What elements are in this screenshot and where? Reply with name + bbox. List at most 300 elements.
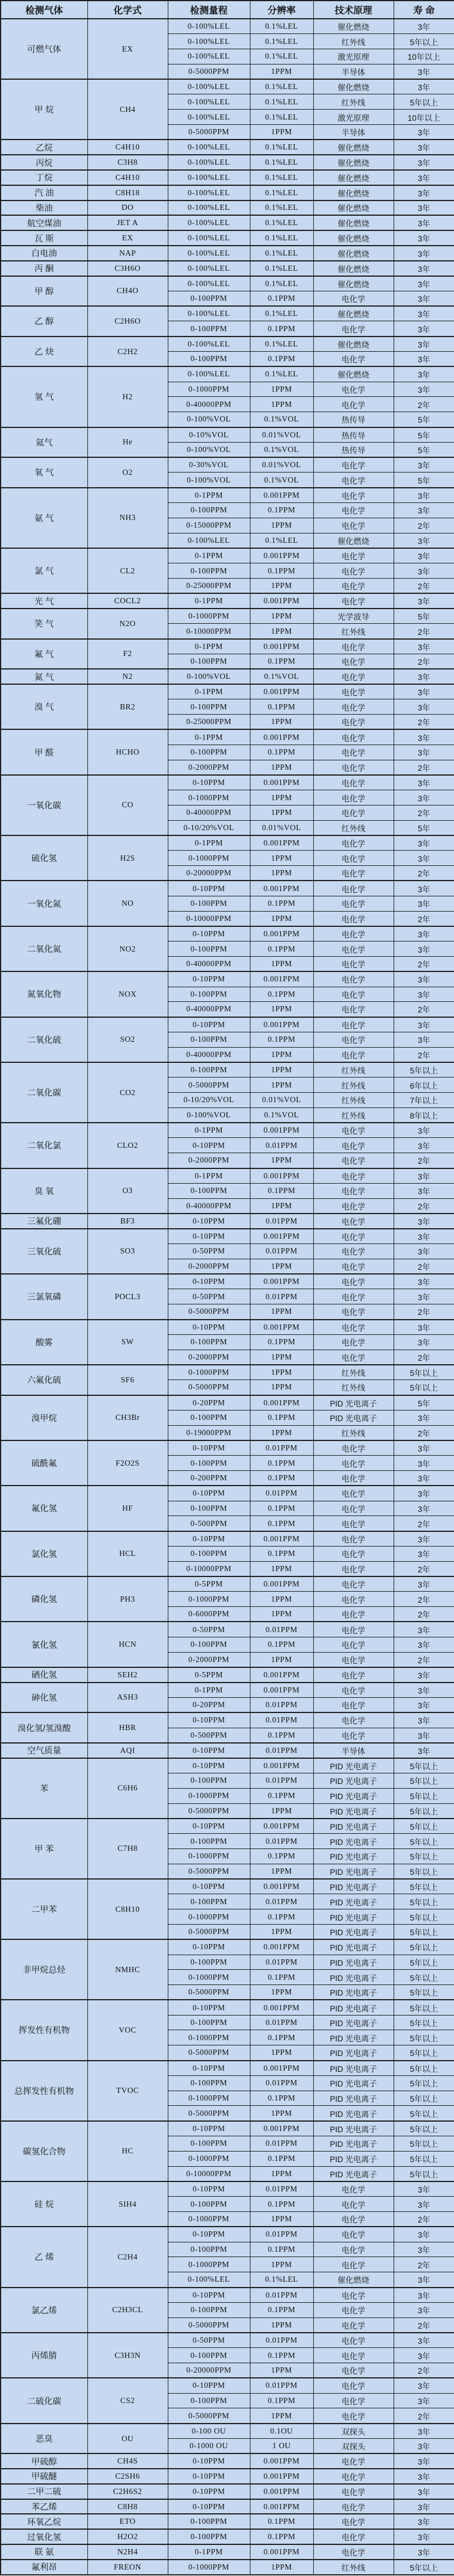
gas-name-cell: 硫化氢 bbox=[1, 835, 87, 881]
range-cell: 0-1000PPM bbox=[168, 790, 250, 806]
gas-name-cell: 三氧化硫 bbox=[1, 1229, 87, 1274]
gas-name-cell: 甲 烷 bbox=[1, 79, 87, 140]
table-row bbox=[1, 1168, 454, 1184]
principle-cell: 电化学 bbox=[313, 1546, 394, 1561]
resolution-cell: 0.1PPM bbox=[250, 291, 313, 306]
resolution-cell: 1PPM bbox=[250, 2363, 313, 2378]
range-cell: 0-100%LEL bbox=[168, 230, 250, 246]
principle-cell: 电化学 bbox=[313, 578, 394, 593]
table-row bbox=[1, 926, 454, 942]
range-cell: 0-10PPM bbox=[168, 2484, 250, 2499]
range-cell: 0-10PPM bbox=[168, 2453, 250, 2469]
resolution-cell: 0.1PPM bbox=[250, 1516, 313, 1531]
range-cell: 0-5000PPM bbox=[168, 125, 250, 140]
table-row bbox=[1, 1879, 454, 1894]
resolution-cell: 1PPM bbox=[250, 609, 313, 624]
principle-cell: 激光原理 bbox=[313, 110, 394, 125]
lifespan-cell: 3年 bbox=[394, 503, 454, 518]
resolution-cell: 0.01PPM bbox=[250, 1486, 313, 1501]
principle-cell: PID 光电离子 bbox=[313, 1864, 394, 1879]
formula-cell: PH3 bbox=[87, 1576, 168, 1622]
lifespan-cell: 3年 bbox=[394, 1274, 454, 1289]
gas-name-cell: 酸雾 bbox=[1, 1320, 87, 1365]
gas-name-cell: 可燃气体 bbox=[1, 19, 87, 79]
resolution-cell: 0.1PPM bbox=[250, 2151, 313, 2166]
range-cell: 0-100PPM bbox=[168, 1032, 250, 1047]
formula-cell: TVOC bbox=[87, 2061, 168, 2121]
formula-cell: N2O bbox=[87, 609, 168, 639]
principle-cell: PID 光电离子 bbox=[313, 2136, 394, 2152]
formula-cell: NAP bbox=[87, 246, 168, 261]
gas-name-cell: 二氧化硫 bbox=[1, 1017, 87, 1062]
principle-cell: 电化学 bbox=[313, 1153, 394, 1168]
range-cell: 0-1000PPM bbox=[168, 2091, 250, 2106]
table-row bbox=[1, 140, 454, 155]
table-row bbox=[1, 1576, 454, 1592]
table-row bbox=[1, 2544, 454, 2560]
gas-name-cell: 乙 炔 bbox=[1, 337, 87, 367]
gas-name-cell: 氯 气 bbox=[1, 548, 87, 593]
principle-cell: 电化学 bbox=[313, 2317, 394, 2333]
formula-cell: H2O2 bbox=[87, 2529, 168, 2544]
lifespan-cell: 3年 bbox=[394, 1576, 454, 1592]
lifespan-cell: 5年以上 bbox=[394, 2106, 454, 2121]
principle-cell: 催化燃烧 bbox=[313, 533, 394, 548]
resolution-cell: 1 OU bbox=[250, 2439, 313, 2454]
lifespan-cell: 5年以上 bbox=[394, 1955, 454, 1970]
range-cell: 0-1PPM bbox=[168, 1683, 250, 1698]
resolution-cell: 0.1PPM bbox=[250, 563, 313, 579]
resolution-cell: 1PPM bbox=[250, 1062, 313, 1078]
formula-cell: ASH3 bbox=[87, 1683, 168, 1713]
range-cell: 0-100PPM bbox=[168, 563, 250, 579]
range-cell: 0-1000PPM bbox=[168, 2257, 250, 2272]
lifespan-cell: 3年 bbox=[394, 276, 454, 291]
principle-cell: 催化燃烧 bbox=[313, 246, 394, 261]
gas-name-cell: 丁烷 bbox=[1, 170, 87, 185]
resolution-cell: 0.01PPM bbox=[250, 1712, 313, 1728]
table-row bbox=[1, 835, 454, 851]
table-row bbox=[1, 200, 454, 216]
lifespan-cell: 3年 bbox=[394, 699, 454, 715]
table-row bbox=[1, 1486, 454, 1501]
resolution-cell: 1PPM bbox=[250, 1652, 313, 1667]
lifespan-cell: 5年以上 bbox=[394, 94, 454, 110]
resolution-cell: 0.001PPM bbox=[250, 1168, 313, 1184]
resolution-cell: 1PPM bbox=[250, 1607, 313, 1622]
resolution-cell: 0.01PPM bbox=[250, 1440, 313, 1456]
range-cell: 0-10PPM bbox=[168, 926, 250, 942]
resolution-cell: 0.001PPM bbox=[250, 1667, 313, 1683]
range-cell: 0-100%LEL bbox=[168, 34, 250, 49]
resolution-cell: 1PPM bbox=[250, 2560, 313, 2575]
lifespan-cell: 3年 bbox=[394, 2333, 454, 2348]
resolution-cell: 0.001PPM bbox=[250, 2121, 313, 2136]
principle-cell: 红外线 bbox=[313, 2560, 394, 2575]
formula-cell: C6H6 bbox=[87, 1758, 168, 1819]
resolution-cell: 1PPM bbox=[250, 2106, 313, 2121]
principle-cell: PID 光电离子 bbox=[313, 1939, 394, 1955]
range-cell: 0-100%LEL bbox=[168, 215, 250, 230]
range-cell: 0-10PPM bbox=[168, 1138, 250, 1153]
header-formula: 化学式 bbox=[87, 1, 168, 19]
formula-cell: C2H3CL bbox=[87, 2288, 168, 2333]
resolution-cell: 1PPM bbox=[250, 2045, 313, 2061]
formula-cell: HF bbox=[87, 1486, 168, 1531]
formula-cell: SEH2 bbox=[87, 1667, 168, 1683]
resolution-cell: 0.01PPM bbox=[250, 1773, 313, 1788]
table-row bbox=[1, 775, 454, 790]
formula-cell: CH3Br bbox=[87, 1395, 168, 1440]
principle-cell: 电化学 bbox=[313, 866, 394, 881]
lifespan-cell: 3年 bbox=[394, 1123, 454, 1138]
range-cell: 0-5000PPM bbox=[168, 2408, 250, 2424]
lifespan-cell: 3年 bbox=[394, 1471, 454, 1486]
lifespan-cell: 3年 bbox=[394, 337, 454, 352]
lifespan-cell: 3年 bbox=[394, 775, 454, 790]
resolution-cell: 0.001PPM bbox=[250, 2484, 313, 2499]
gas-name-cell: 硅 烷 bbox=[1, 2181, 87, 2227]
resolution-cell: 0.1%VOL bbox=[250, 442, 313, 457]
lifespan-cell: 5年以上 bbox=[394, 1985, 454, 2000]
principle-cell: 红外线 bbox=[313, 94, 394, 110]
resolution-cell: 0.001PPM bbox=[250, 881, 313, 896]
lifespan-cell: 2年 bbox=[394, 518, 454, 533]
resolution-cell: 0.1PPM bbox=[250, 1546, 313, 1561]
range-cell: 0-100PPM bbox=[168, 942, 250, 957]
lifespan-cell: 5年以上 bbox=[394, 2000, 454, 2015]
resolution-cell: 0.001PPM bbox=[250, 775, 313, 790]
formula-cell: NH3 bbox=[87, 488, 168, 548]
gas-name-cell: 一氧化碳 bbox=[1, 775, 87, 835]
gas-name-cell: 二氧化氯 bbox=[1, 1123, 87, 1168]
principle-cell: 电化学 bbox=[313, 1274, 394, 1289]
range-cell: 0-100%LEL bbox=[168, 170, 250, 185]
principle-cell: 电化学 bbox=[313, 321, 394, 337]
resolution-cell: 0.1PPM bbox=[250, 2393, 313, 2408]
formula-cell: CLO2 bbox=[87, 1123, 168, 1168]
range-cell: 0-100PPM bbox=[168, 503, 250, 518]
gas-name-cell: 氦气 bbox=[1, 427, 87, 458]
table-row bbox=[1, 1622, 454, 1637]
lifespan-cell: 2年 bbox=[394, 1198, 454, 1214]
gas-name-cell: 环氧乙烷 bbox=[1, 2514, 87, 2529]
gas-name-cell: 二硫化碳 bbox=[1, 2378, 87, 2423]
resolution-cell: 1PPM bbox=[250, 2408, 313, 2424]
resolution-cell: 0.01PPM bbox=[250, 1955, 313, 1970]
principle-cell: 电化学 bbox=[313, 1456, 394, 1471]
resolution-cell: 0.1%LEL bbox=[250, 110, 313, 125]
lifespan-cell: 3年 bbox=[394, 321, 454, 337]
principle-cell: PID 光电离子 bbox=[313, 1819, 394, 1834]
range-cell: 0-10PPM bbox=[168, 971, 250, 987]
table-row bbox=[1, 2378, 454, 2393]
resolution-cell: 0.1PPM bbox=[250, 1334, 313, 1350]
range-cell: 0-1PPM bbox=[168, 835, 250, 851]
range-cell: 0-1PPM bbox=[168, 639, 250, 654]
resolution-cell: 0.001PPM bbox=[250, 926, 313, 942]
table-row bbox=[1, 306, 454, 321]
range-cell: 0-1000PPM bbox=[168, 1909, 250, 1925]
resolution-cell: 0.01%VOL bbox=[250, 1093, 313, 1108]
range-cell: 0-6000PPM bbox=[168, 1607, 250, 1622]
range-cell: 0-100%LEL bbox=[168, 140, 250, 155]
principle-cell: 热传导 bbox=[313, 412, 394, 427]
range-cell: 0-100PPM bbox=[168, 1501, 250, 1516]
principle-cell: 电化学 bbox=[313, 2227, 394, 2242]
table-row bbox=[1, 337, 454, 352]
lifespan-cell: 3年 bbox=[394, 125, 454, 140]
formula-cell: CO bbox=[87, 775, 168, 835]
formula-cell: HCHO bbox=[87, 729, 168, 774]
lifespan-cell: 3年 bbox=[394, 155, 454, 170]
range-cell: 0-200PPM bbox=[168, 1471, 250, 1486]
lifespan-cell: 3年 bbox=[394, 2272, 454, 2288]
table-row bbox=[1, 639, 454, 654]
formula-cell: O3 bbox=[87, 1168, 168, 1214]
principle-cell: 电化学 bbox=[313, 1531, 394, 1547]
gas-name-cell: 瓦 斯 bbox=[1, 230, 87, 246]
lifespan-cell: 3年 bbox=[394, 971, 454, 987]
table-row bbox=[1, 971, 454, 987]
principle-cell: PID 光电离子 bbox=[313, 2030, 394, 2045]
principle-cell: 红外线 bbox=[313, 1425, 394, 1440]
resolution-cell: 1PPM bbox=[250, 1304, 313, 1320]
lifespan-cell: 2年 bbox=[394, 624, 454, 639]
formula-cell: NO bbox=[87, 881, 168, 926]
range-cell: 0-40000PPM bbox=[168, 805, 250, 820]
principle-cell: PID 光电离子 bbox=[313, 1909, 394, 1925]
range-cell: 0-500PPM bbox=[168, 1728, 250, 1743]
gas-name-cell: 氟化氢 bbox=[1, 1486, 87, 1531]
lifespan-cell: 5年以上 bbox=[394, 1803, 454, 1819]
principle-cell: 红外线 bbox=[313, 624, 394, 639]
lifespan-cell: 3年 bbox=[394, 1667, 454, 1683]
lifespan-cell: 2年 bbox=[394, 397, 454, 412]
range-cell: 0-100PPM bbox=[168, 2075, 250, 2091]
resolution-cell: 0.1PPM bbox=[250, 2242, 313, 2257]
principle-cell: PID 光电离子 bbox=[313, 1788, 394, 1803]
resolution-cell: 0.1PPM bbox=[250, 321, 313, 337]
principle-cell: 电化学 bbox=[313, 2393, 394, 2408]
principle-cell: PID 光电离子 bbox=[313, 1758, 394, 1773]
lifespan-cell: 3年 bbox=[394, 1697, 454, 1712]
gas-name-cell: 乙 醇 bbox=[1, 306, 87, 337]
principle-cell: 热传导 bbox=[313, 427, 394, 443]
table-row bbox=[1, 215, 454, 230]
range-cell: 0-2000PPM bbox=[168, 1153, 250, 1168]
resolution-cell: 0.1PPM bbox=[250, 745, 313, 760]
principle-cell: 电化学 bbox=[313, 518, 394, 533]
lifespan-cell: 2年 bbox=[394, 1607, 454, 1622]
gas-name-cell: 甲硫醚 bbox=[1, 2469, 87, 2484]
lifespan-cell: 3年 bbox=[394, 2348, 454, 2363]
table-row bbox=[1, 1365, 454, 1380]
range-cell: 0-50PPM bbox=[168, 1622, 250, 1637]
range-cell: 0-10PPM bbox=[168, 1486, 250, 1501]
resolution-cell: 1PPM bbox=[250, 1259, 313, 1274]
formula-cell: C8H8 bbox=[87, 2499, 168, 2514]
range-cell: 0-1PPM bbox=[168, 488, 250, 503]
formula-cell: HBR bbox=[87, 1712, 168, 1743]
formula-cell: CL2 bbox=[87, 548, 168, 593]
principle-cell: PID 光电离子 bbox=[313, 1410, 394, 1425]
formula-cell: COCL2 bbox=[87, 593, 168, 609]
header-principle: 技术原理 bbox=[313, 1, 394, 19]
table-row bbox=[1, 2484, 454, 2499]
resolution-cell: 0.1PPM bbox=[250, 1637, 313, 1652]
resolution-cell: 1PPM bbox=[250, 1803, 313, 1819]
formula-cell: SO3 bbox=[87, 1229, 168, 1274]
resolution-cell: 0.01PPM bbox=[250, 2333, 313, 2348]
lifespan-cell: 3年 bbox=[394, 1743, 454, 1758]
gas-name-cell: 溴甲烷 bbox=[1, 1395, 87, 1440]
resolution-cell: 0.001PPM bbox=[250, 684, 313, 699]
lifespan-cell: 3年 bbox=[394, 2439, 454, 2454]
table-row bbox=[1, 1017, 454, 1032]
principle-cell: 电化学 bbox=[313, 654, 394, 669]
principle-cell: 电化学 bbox=[313, 563, 394, 579]
table-row bbox=[1, 1743, 454, 1758]
principle-cell: 电化学 bbox=[313, 457, 394, 473]
range-cell: 0-10PPM bbox=[168, 881, 250, 896]
gas-name-cell: 二甲二硫 bbox=[1, 2484, 87, 2499]
formula-cell: EX bbox=[87, 230, 168, 246]
principle-cell: 电化学 bbox=[313, 639, 394, 654]
formula-cell: DO bbox=[87, 200, 168, 216]
resolution-cell: 1PPM bbox=[250, 866, 313, 881]
range-cell: 0-40000PPM bbox=[168, 956, 250, 971]
formula-cell: C8H10 bbox=[87, 1879, 168, 1939]
resolution-cell: 1PPM bbox=[250, 518, 313, 533]
resolution-cell: 0.01PPM bbox=[250, 2378, 313, 2393]
range-cell: 0-5000PPM bbox=[168, 1985, 250, 2000]
gas-name-cell: 汽 油 bbox=[1, 185, 87, 200]
lifespan-cell: 3年 bbox=[394, 1183, 454, 1198]
table-row bbox=[1, 457, 454, 473]
formula-cell: SF6 bbox=[87, 1365, 168, 1395]
range-cell: 0-5000PPM bbox=[168, 2317, 250, 2333]
range-cell: 0-25000PPM bbox=[168, 715, 250, 730]
lifespan-cell: 3年 bbox=[394, 140, 454, 155]
lifespan-cell: 3年 bbox=[394, 684, 454, 699]
resolution-cell: 0.1PPM bbox=[250, 1728, 313, 1743]
formula-cell: POCL3 bbox=[87, 1274, 168, 1319]
lifespan-cell: 3年 bbox=[394, 563, 454, 579]
range-cell: 0-100PPM bbox=[168, 1334, 250, 1350]
lifespan-cell: 5年以上 bbox=[394, 2121, 454, 2136]
principle-cell: 电化学 bbox=[313, 956, 394, 971]
table-row bbox=[1, 2333, 454, 2348]
resolution-cell: 0.1%LEL bbox=[250, 366, 313, 382]
resolution-cell: 0.001PPM bbox=[250, 548, 313, 563]
principle-cell: 电化学 bbox=[313, 397, 394, 412]
principle-cell: 催化燃烧 bbox=[313, 170, 394, 185]
gas-name-cell: 甲 苯 bbox=[1, 1819, 87, 1879]
lifespan-cell: 5年以上 bbox=[394, 2091, 454, 2106]
range-cell: 0-1PPM bbox=[168, 1168, 250, 1184]
gas-name-cell: 恶臭 bbox=[1, 2424, 87, 2454]
resolution-cell: 0.1%VOL bbox=[250, 669, 313, 684]
range-cell: 0-1PPM bbox=[168, 2544, 250, 2560]
principle-cell: 激光原理 bbox=[313, 49, 394, 64]
table-row bbox=[1, 1229, 454, 1244]
principle-cell: 电化学 bbox=[313, 790, 394, 806]
principle-cell: 电化学 bbox=[313, 2499, 394, 2514]
table-row bbox=[1, 19, 454, 34]
resolution-cell: 0.001PPM bbox=[250, 2000, 313, 2015]
gas-name-cell: 硫酰氟 bbox=[1, 1440, 87, 1486]
lifespan-cell: 3年 bbox=[394, 1032, 454, 1047]
range-cell: 0-5000PPM bbox=[168, 1864, 250, 1879]
formula-cell: C2H6O bbox=[87, 306, 168, 337]
table-row bbox=[1, 2227, 454, 2242]
range-cell: 0-100PPM bbox=[168, 321, 250, 337]
resolution-cell: 1PPM bbox=[250, 397, 313, 412]
resolution-cell: 0.1PPM bbox=[250, 2514, 313, 2529]
table-row bbox=[1, 79, 454, 94]
range-cell: 0-100PPM bbox=[168, 2136, 250, 2152]
gas-name-cell: 苯乙烯 bbox=[1, 2499, 87, 2514]
table-row bbox=[1, 2453, 454, 2469]
range-cell: 0-5000PPM bbox=[168, 1924, 250, 1939]
principle-cell: 红外线 bbox=[313, 1078, 394, 1093]
lifespan-cell: 3年 bbox=[394, 200, 454, 216]
lifespan-cell: 5年以上 bbox=[394, 2061, 454, 2076]
range-cell: 0-100%LEL bbox=[168, 49, 250, 64]
resolution-cell: 0.1%LEL bbox=[250, 230, 313, 246]
lifespan-cell: 5年以上 bbox=[394, 1939, 454, 1955]
lifespan-cell: 3年 bbox=[394, 2514, 454, 2529]
range-cell: 0-100PPM bbox=[168, 1456, 250, 1471]
formula-cell: VOC bbox=[87, 2000, 168, 2060]
range-cell: 0-10PPM bbox=[168, 1879, 250, 1894]
principle-cell: 红外线 bbox=[313, 1093, 394, 1108]
range-cell: 0-10000PPM bbox=[168, 1561, 250, 1576]
resolution-cell: 0.1%LEL bbox=[250, 79, 313, 94]
formula-cell: FREON bbox=[87, 2560, 168, 2575]
formula-cell: CH4S bbox=[87, 2453, 168, 2469]
table-row bbox=[1, 1395, 454, 1411]
lifespan-cell: 3年 bbox=[394, 2242, 454, 2257]
range-cell: 0-1000 OU bbox=[168, 2439, 250, 2454]
principle-cell: 催化燃烧 bbox=[313, 337, 394, 352]
principle-cell: 电化学 bbox=[313, 2408, 394, 2424]
lifespan-cell: 3年 bbox=[394, 170, 454, 185]
principle-cell: 电化学 bbox=[313, 2363, 394, 2378]
range-cell: 0-100PPM bbox=[168, 1773, 250, 1788]
lifespan-cell: 2年 bbox=[394, 1425, 454, 1440]
resolution-cell: 1PPM bbox=[250, 1078, 313, 1093]
range-cell: 0-1PPM bbox=[168, 548, 250, 563]
formula-cell: C3H8 bbox=[87, 155, 168, 170]
resolution-cell: 1PPM bbox=[250, 1985, 313, 2000]
lifespan-cell: 3年 bbox=[394, 1501, 454, 1516]
principle-cell: 电化学 bbox=[313, 1138, 394, 1153]
principle-cell: 电化学 bbox=[313, 291, 394, 306]
table-row bbox=[1, 261, 454, 276]
resolution-cell: 1PPM bbox=[250, 1002, 313, 1017]
principle-cell: 电化学 bbox=[313, 2469, 394, 2484]
lifespan-cell: 3年 bbox=[394, 1229, 454, 1244]
resolution-cell: 0.1%LEL bbox=[250, 155, 313, 170]
range-cell: 0-1000PPM bbox=[168, 2560, 250, 2575]
resolution-cell: 0.1PPM bbox=[250, 1032, 313, 1047]
formula-cell: C8H18 bbox=[87, 185, 168, 200]
lifespan-cell: 2年 bbox=[394, 1516, 454, 1531]
lifespan-cell: 5年以上 bbox=[394, 1788, 454, 1803]
resolution-cell: 0.01PPM bbox=[250, 1289, 313, 1304]
